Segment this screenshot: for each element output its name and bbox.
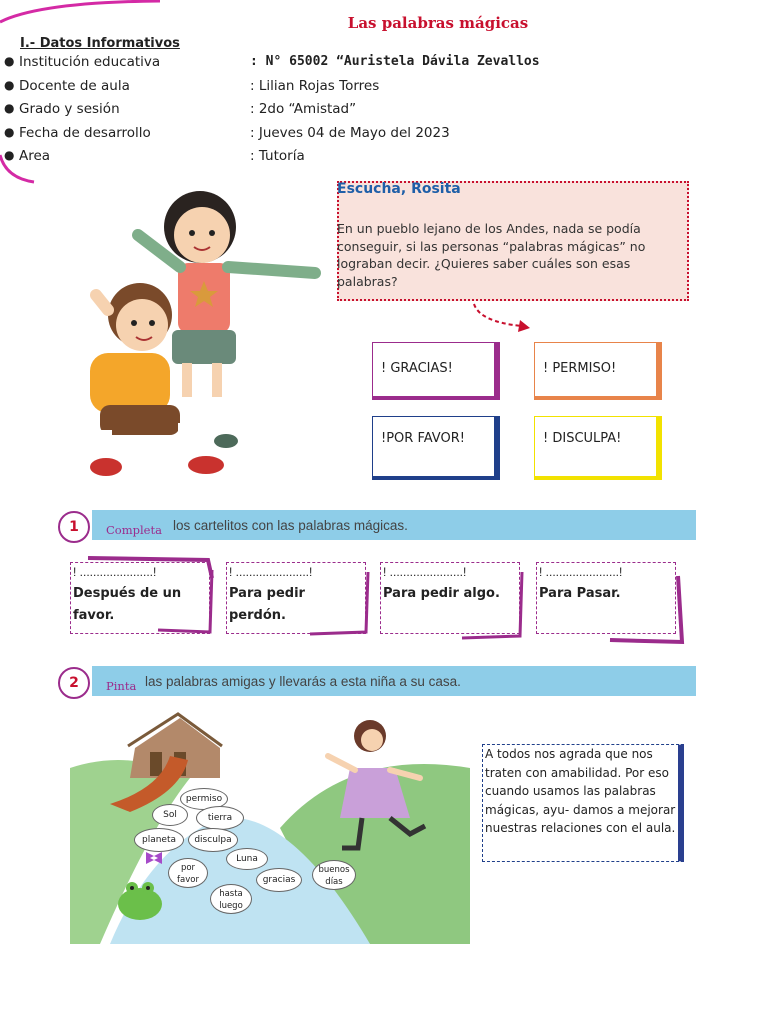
page-title: Las palabras mágicas — [347, 14, 529, 32]
story-text: En un pueblo lejano de los Andes, nada se podía conseguir, si las personas “palabras mágicas” no lograban decir. ¿Quieres saber cuáles son esas palabras? — [337, 221, 646, 289]
card-shadows — [70, 556, 690, 646]
blank-line[interactable]: ! ......................! — [539, 565, 623, 579]
activity1-number: 1 — [58, 511, 90, 543]
info-row-institution — [0, 54, 560, 78]
info-label: Grado y sesión — [19, 101, 120, 117]
card-hint: Para Pasar. — [539, 586, 621, 601]
stone-tierra[interactable]: tierra — [196, 806, 244, 830]
stone-luna[interactable]: Luna — [226, 848, 268, 870]
card-hint: Para pedir algo. — [383, 586, 500, 601]
info-label: Fecha de desarrollo — [19, 124, 151, 141]
stone-planeta[interactable]: planeta — [134, 828, 184, 852]
stone-hasta-luego[interactable]: hasta luego — [210, 884, 252, 914]
info-label: Area — [19, 148, 51, 164]
info-row-area — [0, 148, 560, 172]
activity1-keyword: Completa — [106, 523, 162, 537]
children-illustration — [60, 175, 330, 485]
word-card-gracias: ! GRACIAS! — [372, 342, 500, 400]
activity2-instruction: las palabras amigas y llevarás a esta niña a su casa. — [145, 674, 461, 689]
stone-disculpa[interactable]: disculpa — [188, 828, 238, 852]
bullet-icon: ● — [4, 124, 15, 139]
blank-line[interactable]: ! ......................! — [383, 565, 467, 579]
info-row-teacher — [0, 78, 560, 102]
stone-gracias[interactable]: gracias — [256, 868, 302, 892]
bullet-icon: ● — [4, 77, 15, 92]
card-hint: Para pedir perdón. — [229, 586, 305, 623]
bullet-icon: ● — [4, 101, 15, 115]
info-row-date — [0, 125, 560, 149]
info-value: : Tutoría — [250, 148, 305, 164]
activity1-instruction: los cartelitos con las palabras mágicas. — [173, 518, 408, 533]
info-value: : N° 65002 “Auristela Dávila Zevallos — [250, 54, 540, 69]
activity2-keyword: Pinta — [106, 679, 137, 693]
stone-por-favor[interactable]: por favor — [168, 858, 208, 888]
word-card-permiso: ! PERMISO! — [534, 342, 662, 400]
info-row-grade — [0, 101, 560, 125]
info-label: Docente de aula — [19, 77, 130, 94]
story-title: Escucha, Rosita — [337, 181, 461, 197]
info-label: Institución educativa — [19, 54, 161, 70]
blank-line[interactable]: ! ......................! — [229, 565, 313, 579]
activity2-number: 2 — [58, 667, 90, 699]
blank-line[interactable]: ! ......................! — [73, 565, 157, 579]
info-list — [0, 54, 560, 172]
closing-message: A todos nos agrada que nos traten con amabilidad. Por eso cuando usamos las palabras mágicas, ayu- damos a mejorar nuestras relaciones con el aula. — [482, 744, 684, 862]
dashed-arrow-icon — [470, 300, 540, 340]
bullet-icon: ● — [4, 54, 15, 68]
info-value: : Jueves 04 de Mayo del 2023 — [250, 124, 450, 141]
info-value: : 2do “Amistad” — [250, 101, 357, 117]
bullet-icon: ● — [4, 148, 15, 162]
stone-permiso[interactable]: permiso — [180, 788, 228, 810]
stone-sol[interactable]: Sol — [152, 804, 188, 826]
word-card-disculpa: ! DISCULPA! — [534, 416, 662, 480]
word-card-por-favor: !POR FAVOR! — [372, 416, 500, 480]
section-title: I.- Datos Informativos — [20, 36, 180, 51]
stone-buenos-dias[interactable]: buenos días — [312, 860, 356, 890]
info-value: : Lilian Rojas Torres — [250, 77, 380, 94]
stones-layer — [70, 708, 470, 944]
card-hint: Después de un favor. — [73, 586, 182, 623]
